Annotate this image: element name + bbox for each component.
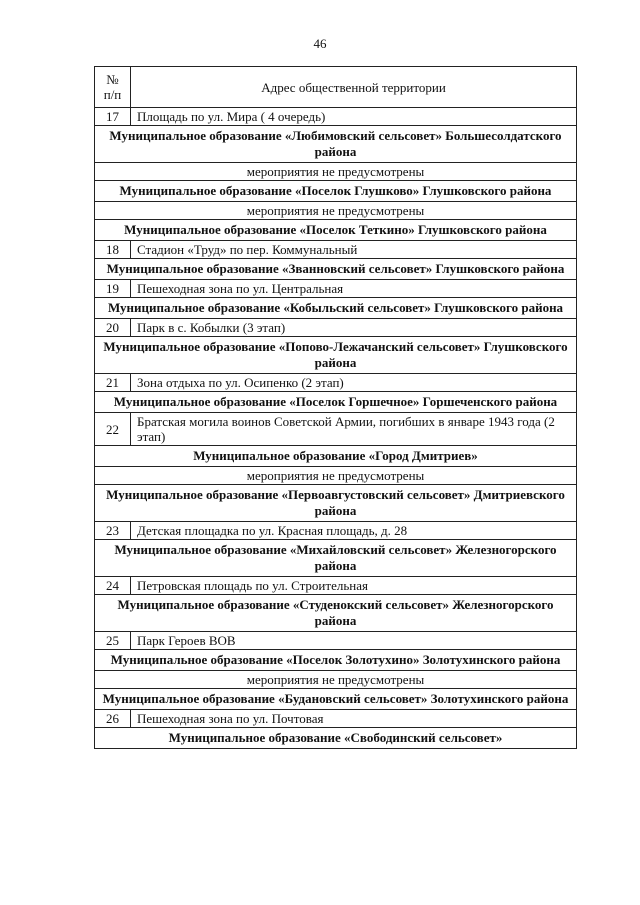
municipality-heading-row	[95, 392, 577, 413]
row-number: 18	[95, 241, 131, 259]
table-row	[95, 374, 577, 392]
territory-address: Зона отдыха по ул. Осипенко (2 этап)	[131, 374, 577, 392]
table-row	[95, 108, 577, 126]
municipality-heading-row	[95, 650, 577, 671]
municipality-heading-row	[95, 595, 577, 632]
row-number: 20	[95, 319, 131, 337]
municipality-heading: Муниципальное образование «Студенокский сельсовет» Железногорского района	[95, 595, 577, 632]
table-header-row	[95, 67, 577, 108]
territory-address: Площадь по ул. Мира ( 4 очередь)	[131, 108, 577, 126]
municipality-heading-row	[95, 220, 577, 241]
no-measures-row	[95, 467, 577, 485]
table-row	[95, 241, 577, 259]
municipality-heading-row	[95, 689, 577, 710]
no-measures-row	[95, 202, 577, 220]
no-measures-note: мероприятия не предусмотрены	[95, 163, 577, 181]
no-measures-note: мероприятия не предусмотрены	[95, 671, 577, 689]
municipality-heading: Муниципальное образование «Попово-Лежачанский сельсовет» Глушковского района	[95, 337, 577, 374]
no-measures-note: мероприятия не предусмотрены	[95, 467, 577, 485]
municipality-heading-row	[95, 181, 577, 202]
municipality-heading: Муниципальное образование «Первоавгустовский сельсовет» Дмитриевского района	[95, 485, 577, 522]
municipality-heading-row	[95, 126, 577, 163]
municipality-heading: Муниципальное образование «Званновский сельсовет» Глушковского района	[95, 259, 577, 280]
row-number: 26	[95, 710, 131, 728]
territory-address: Братская могила воинов Советской Армии, погибших в январе 1943 года (2 этап)	[131, 413, 577, 446]
municipality-heading-row	[95, 298, 577, 319]
municipality-heading: Муниципальное образование «Поселок Золотухино» Золотухинского района	[95, 650, 577, 671]
municipality-heading: Муниципальное образование «Город Дмитриев»	[95, 446, 577, 467]
table-row	[95, 319, 577, 337]
territory-table	[94, 66, 577, 749]
municipality-heading: Муниципальное образование «Поселок Глушково» Глушковского района	[95, 181, 577, 202]
no-measures-row	[95, 671, 577, 689]
table-body	[95, 108, 577, 749]
municipality-heading-row	[95, 540, 577, 577]
table-row	[95, 710, 577, 728]
municipality-heading: Муниципальное образование «Будановский сельсовет» Золотухинского района	[95, 689, 577, 710]
column-header-number-line1: №	[106, 72, 119, 87]
municipality-heading: Муниципальное образование «Кобыльский сельсовет» Глушковского района	[95, 298, 577, 319]
municipality-heading-row	[95, 485, 577, 522]
municipality-heading-row	[95, 259, 577, 280]
column-header-address: Адрес общественной территории	[131, 67, 577, 108]
column-header-number-line2: п/п	[103, 87, 122, 102]
territory-address: Стадион «Труд» по пер. Коммунальный	[131, 241, 577, 259]
territory-address: Парк в с. Кобылки (3 этап)	[131, 319, 577, 337]
municipality-heading: Муниципальное образование «Поселок Горшечное» Горшеченского района	[95, 392, 577, 413]
municipality-heading: Муниципальное образование «Свободинский сельсовет»	[95, 728, 577, 749]
table-row	[95, 280, 577, 298]
territory-address: Пешеходная зона по ул. Почтовая	[131, 710, 577, 728]
table-row	[95, 413, 577, 446]
municipality-heading: Муниципальное образование «Любимовский сельсовет» Большесолдатского района	[95, 126, 577, 163]
row-number: 22	[95, 413, 131, 446]
row-number: 19	[95, 280, 131, 298]
column-header-number	[95, 67, 131, 108]
municipality-heading-row	[95, 728, 577, 749]
municipality-heading-row	[95, 337, 577, 374]
table-row	[95, 577, 577, 595]
no-measures-note: мероприятия не предусмотрены	[95, 202, 577, 220]
row-number: 25	[95, 632, 131, 650]
row-number: 21	[95, 374, 131, 392]
territory-address: Пешеходная зона по ул. Центральная	[131, 280, 577, 298]
territory-address: Петровская площадь по ул. Строительная	[131, 577, 577, 595]
row-number: 17	[95, 108, 131, 126]
territory-address: Парк Героев ВОВ	[131, 632, 577, 650]
municipality-heading: Муниципальное образование «Михайловский сельсовет» Железногорского района	[95, 540, 577, 577]
territory-address: Детская площадка по ул. Красная площадь, д. 28	[131, 522, 577, 540]
row-number: 24	[95, 577, 131, 595]
municipality-heading: Муниципальное образование «Поселок Теткино» Глушковского района	[95, 220, 577, 241]
row-number: 23	[95, 522, 131, 540]
table-row	[95, 522, 577, 540]
table-row	[95, 632, 577, 650]
page-number: 46	[313, 36, 327, 51]
municipality-heading-row	[95, 446, 577, 467]
no-measures-row	[95, 163, 577, 181]
